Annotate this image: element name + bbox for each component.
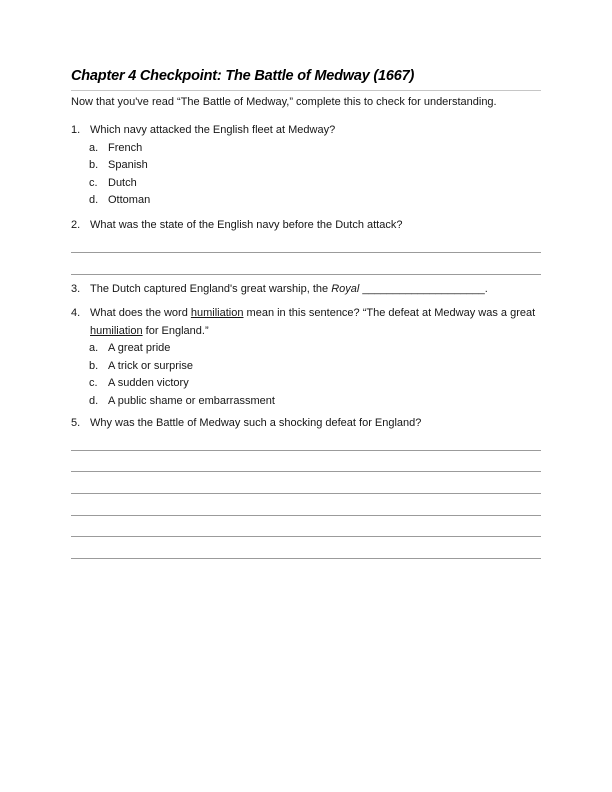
- answer-line: [71, 537, 541, 559]
- question-4-text: [90, 305, 541, 340]
- question-1-option-d: [89, 192, 541, 210]
- ship-name-italic: Royal: [331, 282, 360, 295]
- option-letter: c.: [89, 377, 98, 390]
- option-letter: c.: [89, 176, 98, 189]
- question-1-number: 1.: [71, 124, 81, 136]
- option-text: A great pride: [108, 342, 171, 355]
- answer-line: [71, 516, 541, 538]
- option-text: Spanish: [108, 159, 148, 172]
- question-4-part3: for England.”: [142, 324, 209, 337]
- option-letter: b.: [89, 359, 99, 372]
- question-2: [71, 217, 541, 275]
- question-4-option-a: [89, 340, 541, 358]
- question-1-option-b: [89, 157, 541, 175]
- question-3-prompt: [71, 281, 541, 299]
- question-2-number: 2.: [71, 218, 81, 231]
- option-text: A public shame or embarrassment: [108, 394, 275, 407]
- question-4-option-c: [89, 375, 541, 393]
- answer-line: [71, 432, 541, 451]
- question-3: [71, 281, 541, 299]
- option-text: Ottoman: [108, 194, 151, 207]
- question-4-option-b: [89, 358, 541, 376]
- question-1-option-a: [89, 140, 541, 158]
- question-1-text: Which navy attacked the English fleet at Medway?: [90, 124, 336, 136]
- option-text: Dutch: [108, 176, 137, 189]
- question-4-part1: What does the word: [90, 306, 191, 319]
- question-2-text: What was the state of the English navy before the Dutch attack?: [90, 218, 403, 231]
- question-4-option-d: [89, 393, 541, 411]
- option-text: A sudden victory: [108, 377, 189, 390]
- page-title: Chapter 4 Checkpoint: The Battle of Medway (1667): [71, 68, 541, 91]
- underlined-word: humiliation: [190, 306, 244, 319]
- option-text: A trick or surprise: [108, 359, 193, 372]
- option-letter: a.: [89, 141, 99, 154]
- intro-text: Now that you've read “The Battle of Medway,” complete this to check for understanding.: [71, 95, 497, 108]
- question-1: [71, 122, 541, 210]
- question-4: [71, 305, 541, 411]
- question-5-prompt: [71, 415, 541, 433]
- question-4-prompt: [71, 305, 541, 340]
- option-letter: b.: [89, 159, 99, 172]
- question-2-prompt: [71, 217, 541, 235]
- question-2-answer-area: [71, 235, 541, 275]
- question-4-part2: mean in this sentence? “The defeat at Medway was a great: [243, 306, 536, 319]
- question-3-suffix: .: [484, 282, 488, 295]
- answer-line: [71, 451, 541, 473]
- fill-in-blank: ____________________: [359, 282, 485, 295]
- question-5-answer-area: [71, 432, 541, 559]
- underlined-word: humiliation: [90, 324, 143, 337]
- question-3-prefix: The Dutch captured England's great warship, the: [90, 282, 332, 295]
- question-3-number: 3.: [71, 282, 81, 295]
- question-5: [71, 415, 541, 560]
- option-letter: d.: [89, 194, 99, 207]
- answer-line: [71, 472, 541, 494]
- answer-line: [71, 253, 541, 275]
- question-5-text: Why was the Battle of Medway such a shocking defeat for England?: [90, 416, 422, 429]
- option-letter: d.: [89, 394, 99, 407]
- question-1-prompt: [71, 122, 541, 140]
- question-5-number: 5.: [71, 416, 81, 429]
- question-3-text: [90, 281, 541, 299]
- answer-line: [71, 235, 541, 254]
- question-4-number: 4.: [71, 306, 81, 319]
- option-letter: a.: [89, 342, 99, 355]
- question-1-option-c: [89, 175, 541, 193]
- option-text: French: [108, 141, 143, 154]
- answer-line: [71, 494, 541, 516]
